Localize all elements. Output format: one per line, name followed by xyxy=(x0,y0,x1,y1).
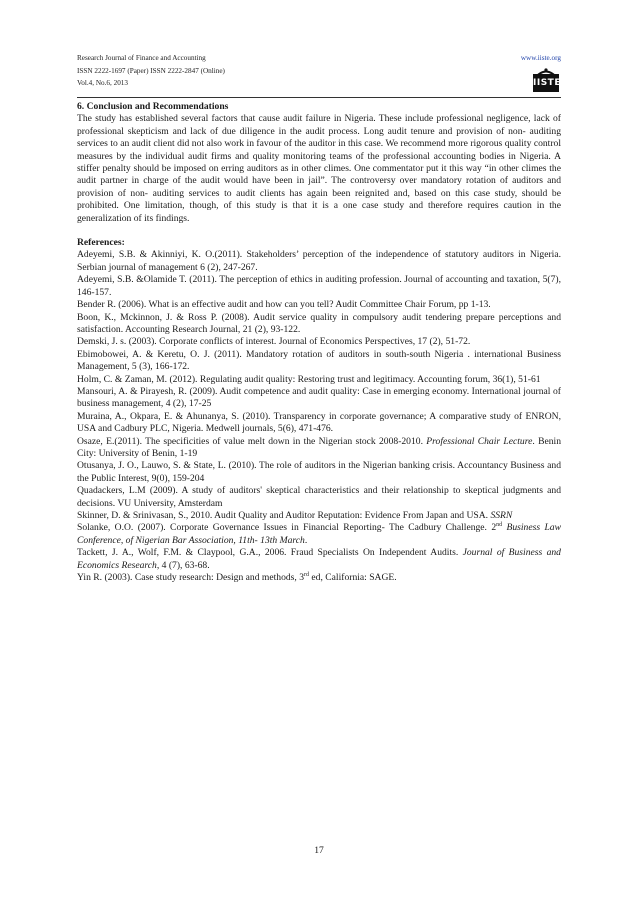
reference-text: Boon, K., Mckinnon, J. & Ross P. (2008). Audit service quality in compulsory audit tendering prepare perceptions and satisfaction. Accounting Research Journal, 21 (2), 93-122. xyxy=(77,311,561,335)
reference-tail: . xyxy=(304,534,308,546)
reference-item xyxy=(77,522,561,547)
reference-text: Solanke, O.O. (2007). Corporate Governance Issues in Financial Reporting- The Cadbury Challenge. 2 xyxy=(77,522,497,534)
section-heading: 6. Conclusion and Recommendations xyxy=(77,101,229,112)
reference-text: Tackett, J. A., Wolf, F.M. & Claypool, G.A., 2006. Fraud Specialists On Independent Audits. xyxy=(77,547,463,559)
reference-italic: Business Law Conference, of Nigerian Bar Association, 11th- 13th March xyxy=(77,522,561,546)
reference-text: Demski, J. s. (2003). Corporate conflicts of interest. Journal of Economics Perspectives, 17 (2), 51-72. xyxy=(77,336,471,348)
reference-text: Muraina, A., Okpara, E. & Ahunanya, S. (2010). Transparency in corporate governance; A comparative study of ENRON, USA and Cadbury PLC, Nigeria. Medwell journals, 5(6), 471-476. xyxy=(77,410,561,435)
volume-line: Vol.4, No.6, 2013 xyxy=(77,79,128,87)
header-divider xyxy=(77,97,561,98)
reference-text: Quadackers, L.M (2009). A study of auditors' skeptical characteristics and their relationship to skeptical judgments and decisions. VU University, Amsterdam xyxy=(77,485,561,509)
reference-list xyxy=(77,249,561,584)
journal-url-link[interactable]: www.iiste.org xyxy=(520,54,561,62)
page xyxy=(77,52,561,584)
reference-item xyxy=(77,299,561,311)
reference-item xyxy=(77,374,561,386)
page-header xyxy=(77,52,561,96)
journal-name: Research Journal of Finance and Accounting xyxy=(77,54,206,62)
reference-item xyxy=(77,349,561,374)
reference-item xyxy=(77,249,561,274)
reference-text: Bender R. (2006). What is an effective audit and how can you tell? Audit Committee Chair Forum, pp 1-13. xyxy=(77,299,491,311)
logo-text: IISTE xyxy=(533,74,559,92)
reference-text: Skinner, D. & Srinivasan, S., 2010. Audit Quality and Auditor Reputation: Evidence From Japan and USA. xyxy=(77,510,491,521)
reference-item xyxy=(77,336,561,348)
reference-item xyxy=(77,386,561,411)
issn-line: ISSN 2222-1697 (Paper) ISSN 2222-2847 (Online) xyxy=(77,66,225,75)
reference-item xyxy=(77,572,561,584)
conclusion-paragraph: The study has established several factors that cause audit failure in Nigeria. These include professional negligence, lack of professional skepticism and lack of due diligence in the audit process. Long audit tenure and provision of non- auditing services to an audit client did not also work in favour of the auditor in this case. We recommend more rigorous quality control measures by the individual audit firms and quality monitoring teams of the professional accounting bodies in Nigeria. A stiffer penalty should be imposed on erring auditors as in other climes. One commentator put it this way “in other climes the audit partner in charge of the audit would have been in jail”. The controversy over mandatory rotation of auditors and provision of non- auditing services to audit clients has again been reignited and, based on this case study, should be prohibited. One limitation, though, of this study is that it is a one case study and therefore requires caution in the generalization of its findings. xyxy=(77,113,561,224)
page-number: 17 xyxy=(314,845,324,856)
reference-text: Osaze, E.(2011). The specificities of value melt down in the Nigerian stock 2008-2010. xyxy=(77,435,427,447)
reference-tail: ed, California: SAGE. xyxy=(309,572,397,584)
reference-item xyxy=(77,460,561,485)
reference-item xyxy=(77,436,561,461)
reference-text: Mansouri, A. & Pirayesh, R. (2009). Audit competence and audit quality: Case in emerging economy. International journal of business management, 4 (2), 17-25 xyxy=(77,385,561,410)
reference-text: Ebimobowei, A. & Keretu, O. J. (2011). Mandatory rotation of auditors in south-south Nigeria . international Business Management, 5 (3), 166-172. xyxy=(77,348,561,373)
iiste-logo xyxy=(531,66,561,94)
reference-text: Holm, C. & Zaman, M. (2012). Regulating audit quality: Restoring trust and legitimacy. Accounting forum, 36(1), 51-61 xyxy=(77,373,541,385)
reference-text: Adeyemi, S.B. & Akinniyi, K. O.(2011). Stakeholders’ perception of the independence of statutory auditors in Nigeria. Serbian journal of management 6 (2), 247-267. xyxy=(77,249,561,273)
reference-tail: . Benin City: University of Benin, 1-19 xyxy=(77,435,561,459)
reference-tail: , 4 (7), 63-68. xyxy=(156,559,210,571)
reference-item xyxy=(77,485,561,510)
reference-item xyxy=(77,274,561,299)
reference-superscript: rd xyxy=(304,571,310,578)
reference-text: Yin R. (2003). Case study research: Design and methods, 3 xyxy=(77,572,305,584)
reference-italic: Professional Chair Lecture xyxy=(426,435,533,447)
references-heading: References: xyxy=(77,237,125,249)
reference-text: Adeyemi, S.B. &Olamide T. (2011). The perception of ethics in auditing profession. Journal of accounting and taxation, 5(7), 146-157. xyxy=(77,274,561,298)
reference-italic: Journal of Business and Economics Research xyxy=(77,547,561,571)
reference-item xyxy=(77,411,561,436)
reference-item xyxy=(77,547,561,572)
reference-item xyxy=(77,510,561,522)
reference-item xyxy=(77,312,561,337)
reference-italic: SSRN xyxy=(490,510,513,521)
reference-text: Otusanya, J. O., Lauwo, S. & State, L. (2010). The role of auditors in the Nigerian banking crisis. Accountancy Business and the Public Interest, 9(0), 159-204 xyxy=(77,460,561,484)
reference-superscript: nd xyxy=(496,522,503,529)
